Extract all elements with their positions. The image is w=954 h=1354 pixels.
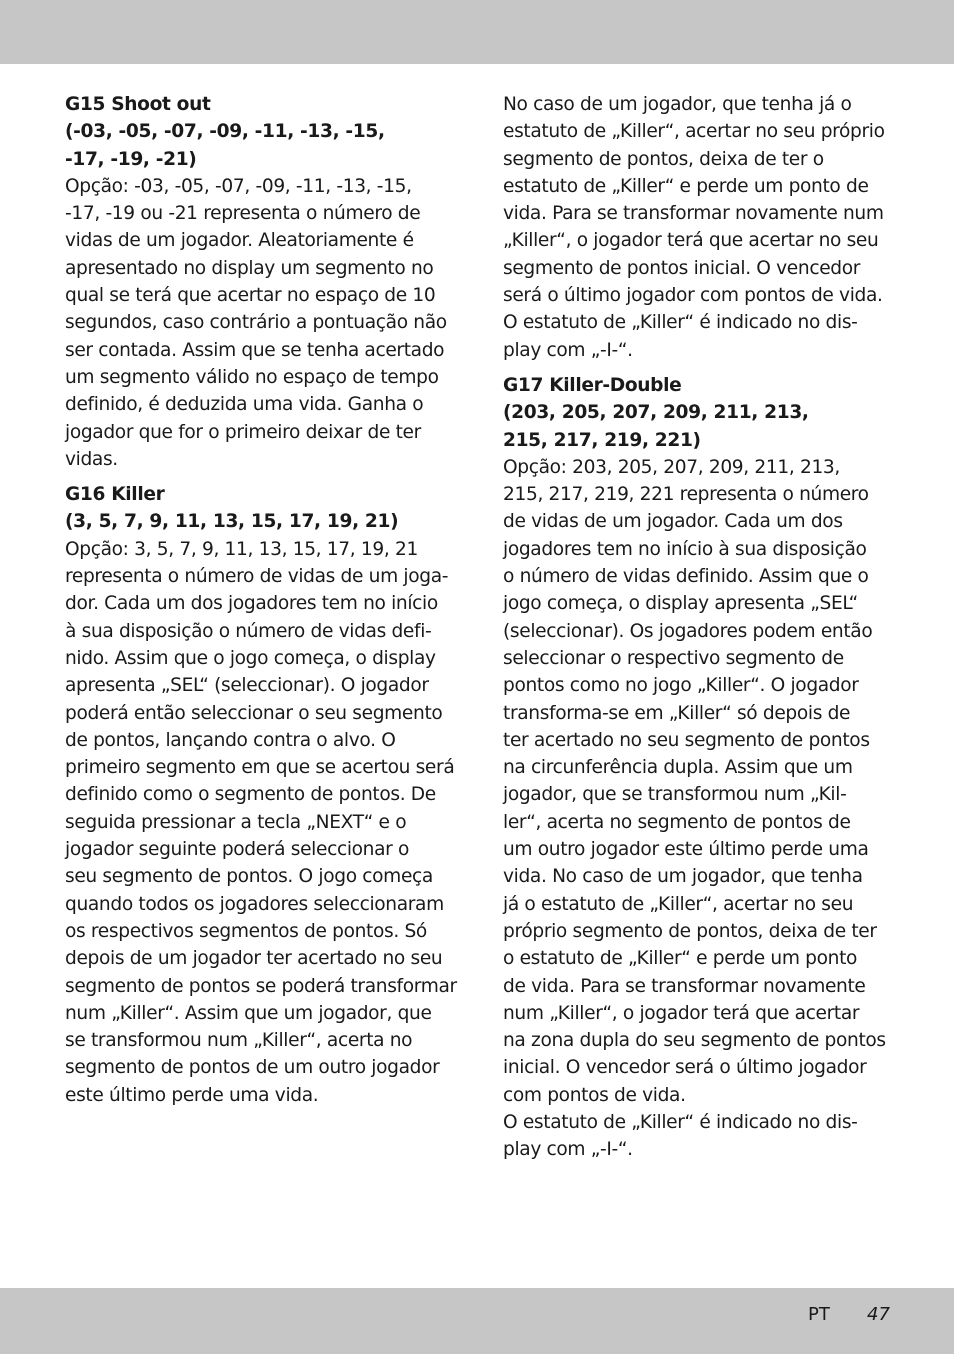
g15-title <box>65 91 453 173</box>
text-line: de pontos, lançando contra o alvo. O <box>65 729 396 751</box>
text-line: seu segmento de pontos. O jogo começa <box>65 866 433 888</box>
text-line: depois de um jogador ter acertado no seu <box>65 948 443 970</box>
heading-line: (3, 5, 7, 9, 11, 13, 15, 17, 19, 21) <box>65 511 399 533</box>
text-line: jogo começa, o display apresenta „SEL“ <box>503 593 858 615</box>
text-line: play com „-I-“. <box>503 339 633 361</box>
text-line: apresenta „SEL“ (seleccionar). O jogador <box>65 675 429 697</box>
text-line: próprio segmento de pontos, deixa de ter <box>503 920 877 942</box>
text-line: de vidas de um jogador. Cada um dos <box>503 511 843 533</box>
text-line: seguida pressionar a tecla „NEXT“ e o <box>65 811 407 833</box>
text-line: -17, -19 ou -21 representa o número de <box>65 203 421 225</box>
text-line: será o último jogador com pontos de vida. <box>503 285 883 307</box>
g17-title <box>503 372 895 454</box>
heading-line: 215, 217, 219, 221) <box>503 429 701 451</box>
text-line: segmento de pontos inicial. O vencedor <box>503 257 861 279</box>
text-line: um segmento válido no espaço de tempo <box>65 366 439 388</box>
g15-text <box>65 173 453 473</box>
text-line: No caso de um jogador, que tenha já o <box>503 94 852 115</box>
language-code: PT <box>808 1304 830 1325</box>
text-line: pontos como no jogo „Killer“. O jogador <box>503 675 859 697</box>
text-line: ler“, acerta no segmento de pontos de <box>503 811 851 833</box>
text-line: jogador, que se transformou num „Kil- <box>503 784 847 806</box>
g16-continued-text <box>503 91 895 364</box>
text-line: os respectivos segmentos de pontos. Só <box>65 920 427 942</box>
text-line: jogador seguinte poderá seleccionar o <box>65 839 410 861</box>
left-column <box>65 91 457 1109</box>
text-line: estatuto de „Killer“, acertar no seu próprio <box>503 121 885 143</box>
text-line: o estatuto de „Killer“ e perde um ponto <box>503 948 858 970</box>
text-line: se transformou num „Killer“, acerta no <box>65 1030 413 1052</box>
heading-line: (203, 205, 207, 209, 211, 213, <box>503 402 809 424</box>
text-line: jogadores tem no início à sua disposição <box>503 538 867 560</box>
text-line: à sua disposição o número de vidas defi- <box>65 620 432 642</box>
text-line: vida. No caso de um jogador, que tenha <box>503 866 863 888</box>
text-line: num „Killer“. Assim que um jogador, que <box>65 1002 432 1024</box>
text-line: vida. Para se transformar novamente num <box>503 203 884 225</box>
text-line: com pontos de vida. <box>503 1084 686 1106</box>
text-line: apresentado no display um segmento no <box>65 257 434 279</box>
text-line: transforma-se em „Killer“ só depois de <box>503 702 851 724</box>
text-line: jogador que for o primeiro deixar de ter <box>65 421 421 443</box>
text-line: segmento de pontos de um outro jogador <box>65 1057 440 1079</box>
text-line: segmento de pontos, deixa de ter o <box>503 148 824 170</box>
text-line: ser contada. Assim que se tenha acertado <box>65 339 445 361</box>
text-line: estatuto de „Killer“ e perde um ponto de <box>503 175 869 197</box>
text-line: Opção: 3, 5, 7, 9, 11, 13, 15, 17, 19, 21 <box>65 538 418 560</box>
text-line: qual se terá que acertar no espaço de 10 <box>65 285 436 307</box>
g16-title <box>65 481 453 536</box>
heading-line: G17 Killer-Double <box>503 374 682 396</box>
text-line: primeiro segmento em que se acertou será <box>65 757 455 779</box>
g17-text <box>503 454 895 1164</box>
text-line: vidas. <box>65 448 118 470</box>
text-line: definido como o segmento de pontos. De <box>65 784 436 806</box>
text-line: num „Killer“, o jogador terá que acertar <box>503 1002 860 1024</box>
heading-line: (-03, -05, -07, -09, -11, -13, -15, <box>65 121 385 143</box>
text-line: play com „-I-“. <box>503 1139 633 1161</box>
text-line: representa o número de vidas de um joga- <box>65 566 449 588</box>
text-line: ter acertado no seu segmento de pontos <box>503 729 870 751</box>
text-line: na zona dupla do seu segmento de pontos <box>503 1030 886 1052</box>
right-column <box>503 91 895 1164</box>
page-number: 47 <box>867 1304 890 1325</box>
heading-line: -17, -19, -21) <box>65 148 197 170</box>
text-line: quando todos os jogadores seleccionaram <box>65 893 444 915</box>
text-line: de vida. Para se transformar novamente <box>503 975 866 997</box>
text-line: já o estatuto de „Killer“, acertar no seu <box>503 893 854 915</box>
text-line: seleccionar o respectivo segmento de <box>503 647 844 669</box>
text-line: Opção: -03, -05, -07, -09, -11, -13, -15, <box>65 175 412 197</box>
text-line: o número de vidas definido. Assim que o <box>503 566 869 588</box>
header-band <box>0 0 954 64</box>
text-line: segundos, caso contrário a pontuação não <box>65 312 447 334</box>
text-line: nido. Assim que o jogo começa, o display <box>65 647 436 669</box>
text-line: O estatuto de „Killer“ é indicado no dis- <box>503 1111 858 1133</box>
text-line: (seleccionar). Os jogadores podem então <box>503 620 873 642</box>
text-line: inicial. O vencedor será o último jogador <box>503 1057 867 1079</box>
text-line: na circunferência dupla. Assim que um <box>503 757 853 779</box>
heading-line: G15 Shoot out <box>65 94 211 115</box>
text-line: vidas de um jogador. Aleatoriamente é <box>65 230 414 252</box>
g16-text <box>65 536 457 1109</box>
text-line: 215, 217, 219, 221 representa o número <box>503 484 869 506</box>
text-line: dor. Cada um dos jogadores tem no início <box>65 593 438 615</box>
text-line: O estatuto de „Killer“ é indicado no dis- <box>503 312 858 334</box>
text-line: poderá então seleccionar o seu segmento <box>65 702 443 724</box>
text-line: um outro jogador este último perde uma <box>503 839 869 861</box>
text-line: segmento de pontos se poderá transformar <box>65 975 457 997</box>
text-line: Opção: 203, 205, 207, 209, 211, 213, <box>503 456 840 478</box>
text-line: „Killer“, o jogador terá que acertar no seu <box>503 230 879 252</box>
text-line: definido, é deduzida uma vida. Ganha o <box>65 394 424 416</box>
heading-line: G16 Killer <box>65 484 165 506</box>
text-line: este último perde uma vida. <box>65 1084 319 1106</box>
